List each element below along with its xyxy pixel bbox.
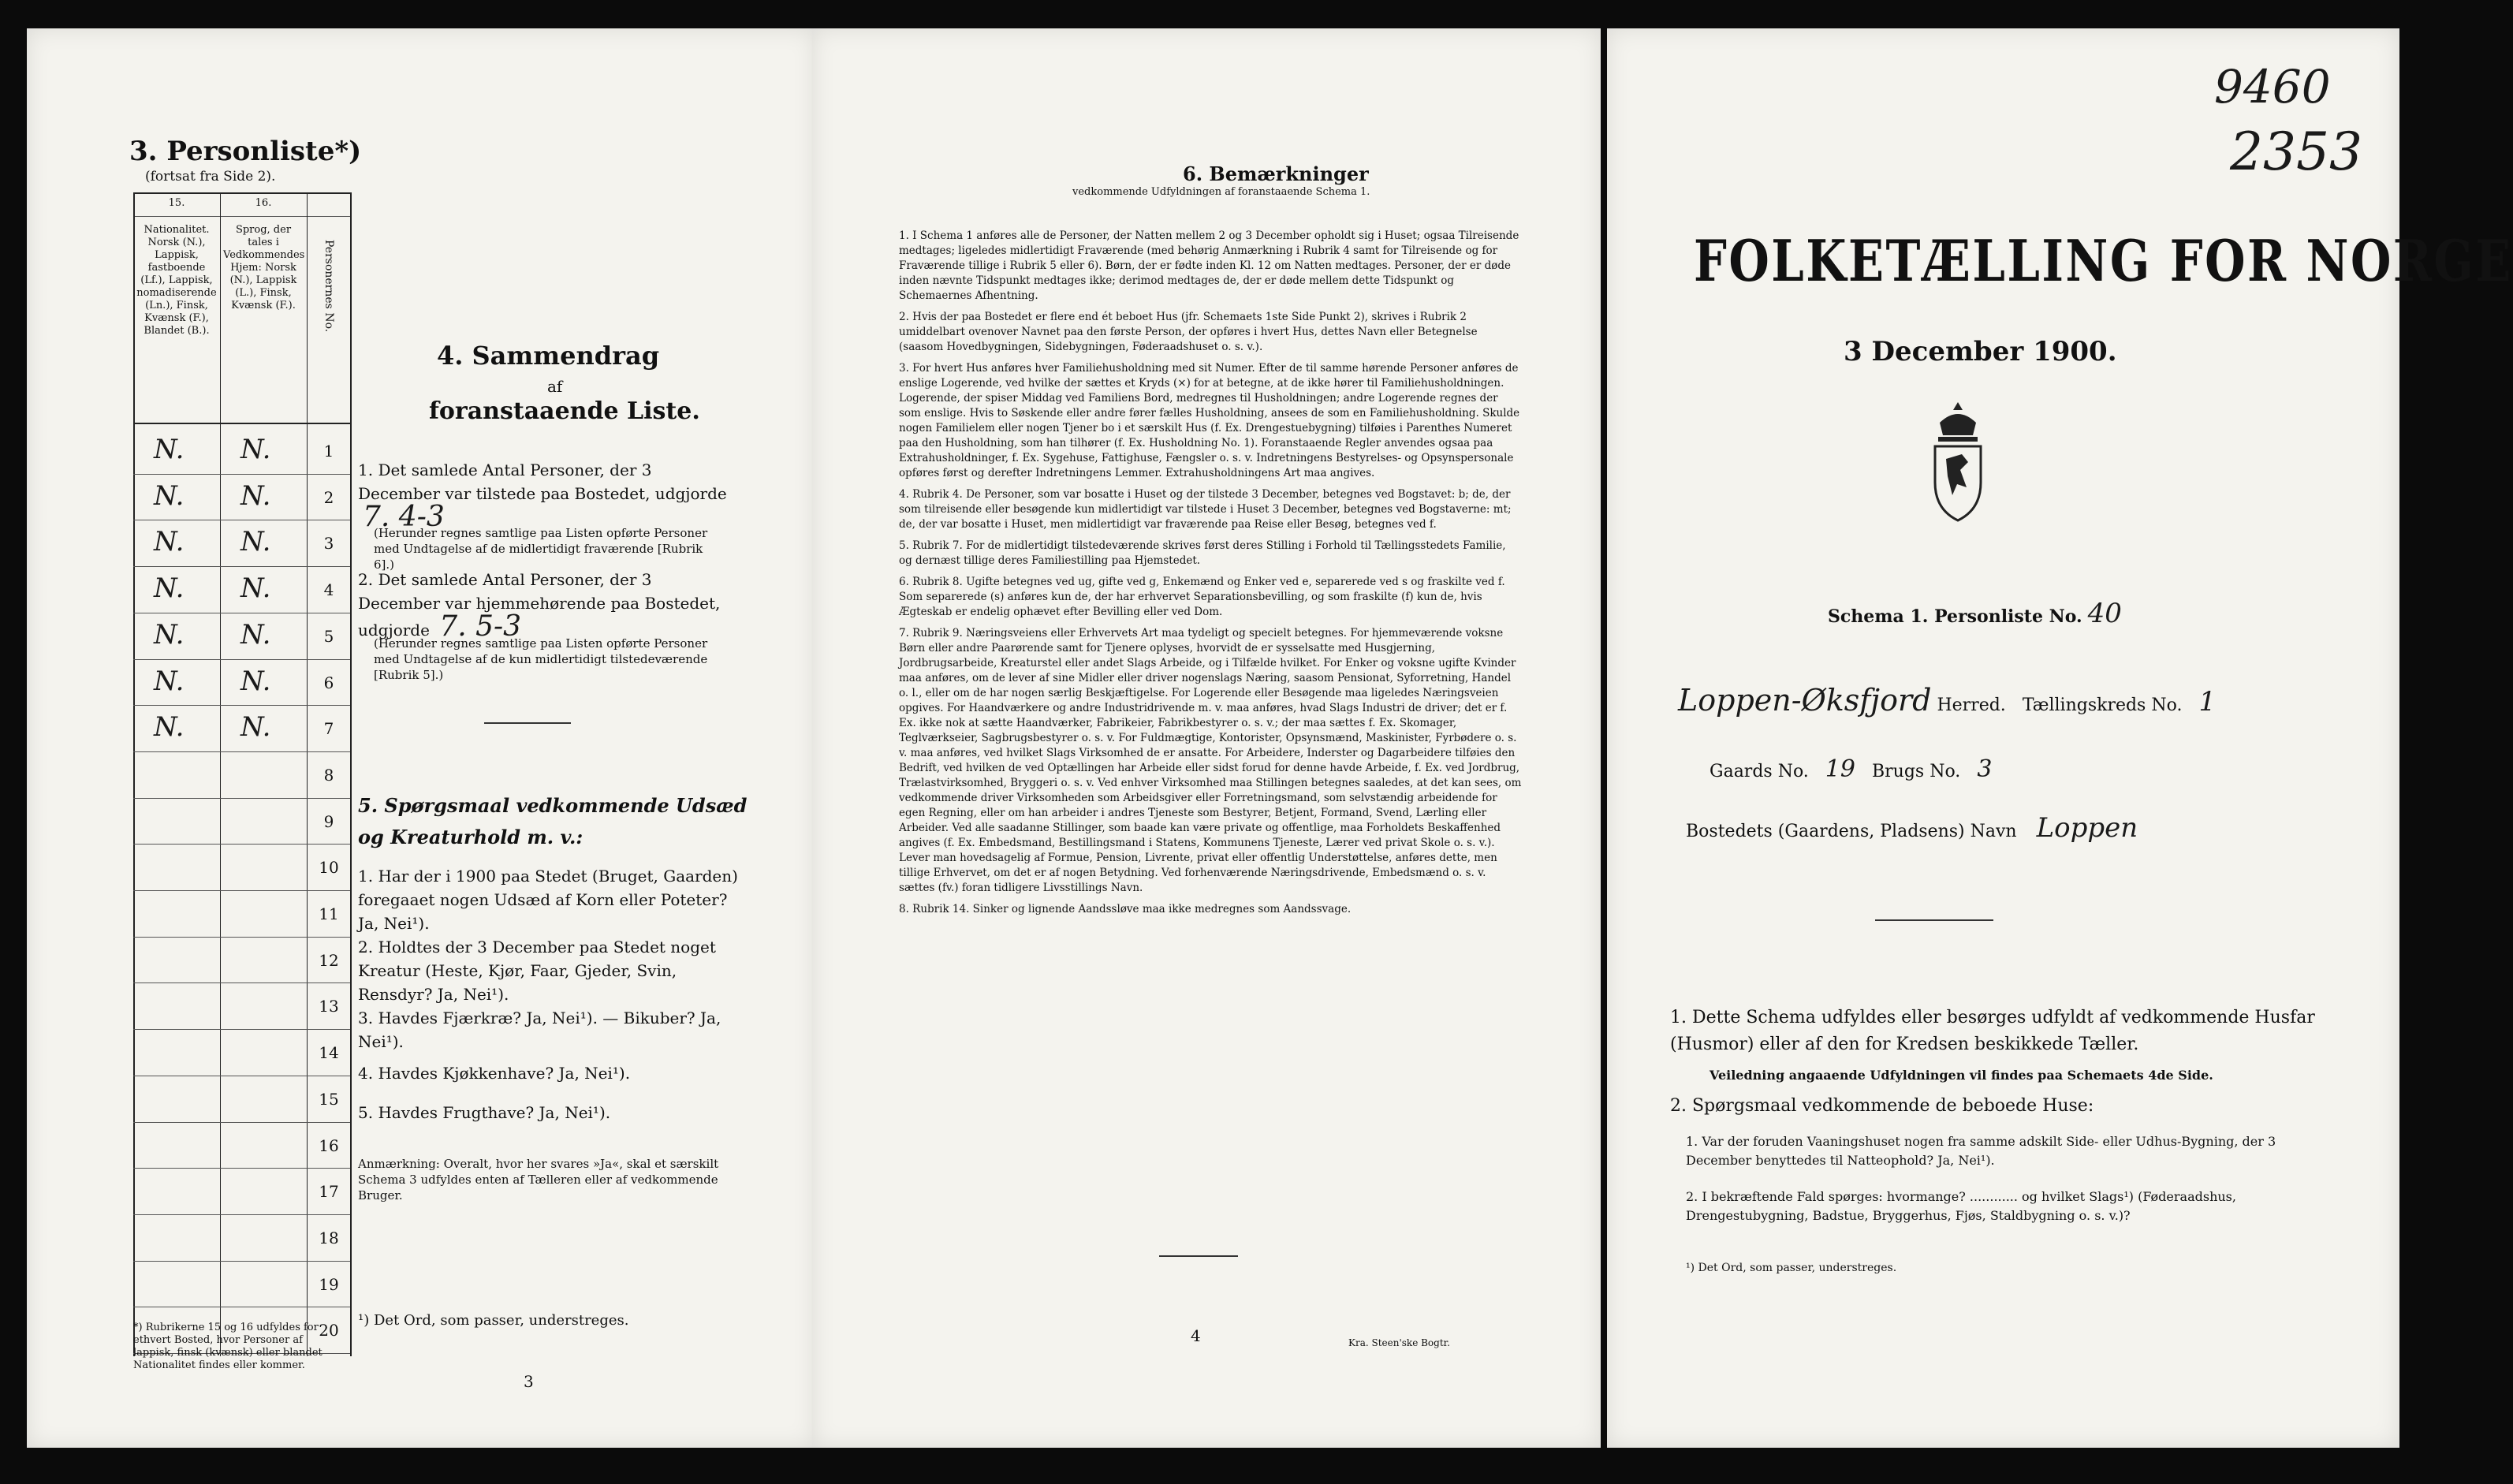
row-language: N. bbox=[240, 618, 271, 651]
page-right bbox=[1607, 28, 2513, 1448]
gaards-line bbox=[1710, 755, 1992, 783]
table-row-divider bbox=[133, 705, 350, 706]
bemaerkninger-subtitle: vedkommende Udfyldningen af foranstaaende Schema 1. bbox=[1072, 186, 1370, 198]
row-number: 14 bbox=[319, 1043, 339, 1063]
sec5-title: 5. Spørgsmaal vedkommende Udsæd og Kreaturhold m. v.: bbox=[358, 794, 748, 848]
bemaerkning-item: 7. Rubrik 9. Næringsveiens eller Erhvervets Art maa tydeligt og specielt betegnes. For hjemmeværende voksne Børn eller andre Paarørende samt for Tjenere oplyses, hvorvidt de er sysselsatte med Husgjerning, Jordbrugsarbeide, Kreaturstel eller andet Slags Arbeide, og i Tilfælde hvilket. For Enker og voksne ugifte Kvinder maa anføres, om de lever af sine Midler eller driver nogenslags Næring, saasom Pensionat, Syforretning, Handel o. l., eller om de har nogen særlig Beskjæftigelse. For Logerende eller Besøgende maa ligeledes Næringsveien opgives. For Haandværkere og andre Industridrivende m. v. maa anføres, hvad Slags Industri de driver; det er f. Ex. ikke nok at sætte Haandværker, Fabrikeier, Fabrikbestyrer o. s. v.; der maa sættes f. Ex. Skomager, Teglværkseier, Sagbrugsbestyrer o. s. v. For Fuldmægtige, Kontorister, Opsynsmænd, Maskinister, Fyrbødere o. s. v. maa anføres, ved hvilket Slags Virksomhed de er ansatte. For Arbeidere, Inderster og Dagarbeidere tilføies den Bedrift, ved hvilken de ved Optællingen har Arbeide eller sidst forud for denne havde Arbeide, f. Ex. ved Jordbrug, Trælastvirksomhed, Bryggeri o. s. v. Ved enhver Virksomhed maa Stillingen betegnes saaledes, at det kan sees, om vedkommende driver Virksomheden som Arbeidsgiver eller Forretningsmand, som selvstændig arbeidende for egen Regning, eller om han arbeider i andres Tjeneste som Bestyrer, Betjent, Formand, Svend, Lærling eller Arbeider. Ved alle saadanne Stillinger, som baade kan være private og offentlige, maa Forholdets Beskaffenhed angives (f. Ex. Embedsmand, Bestillingsmand i Statens, Kommunens Tjeneste, Lærer ved privat Skole o. s. v.). Lever man hovedsagelig af Formue, Pension, Livrente, privat eller offentlig Understøttelse, anføres dette, men tillige Erhvervet, om det er af nogen Betydning. Ved forhenværende Næringsdrivende, Embedsmænd o. s. v. sættes (fv.) foran tidligere Livsstillings Navn. bbox=[899, 627, 1522, 894]
sec5-q4: 4. Havdes Kjøkkenhave? Ja, Nei¹). bbox=[358, 1064, 631, 1083]
table-row-divider bbox=[133, 1168, 350, 1169]
col15-header: Nationalitet. Norsk (N.), Lappisk, fastboende (Lf.), Lappisk, nomadiserende (Ln.), Finsk, Kvænsk (F.), Blandet (B.). bbox=[136, 224, 217, 337]
kreds-number: 1 bbox=[2198, 686, 2217, 718]
sec5-q5: 5. Havdes Frugthave? Ja, Nei¹). bbox=[358, 1103, 611, 1122]
gaards-label: Gaards No. bbox=[1710, 762, 1809, 781]
page-middle bbox=[812, 28, 1601, 1448]
bemaerkninger-title: 6. Bemærkninger bbox=[1183, 162, 1369, 185]
bemaerkning-item: 2. Hvis der paa Bostedet er flere end ét beboet Hus (jfr. Schemaets 1ste Side Punkt 2), skrives i Rubrik 2 umiddelbart ovenover Navnet paa den første Person, der opføres i hvert Hus, dettes Navn eller Betegnelse (saasom Hovedbygningen, Sidebygningen, Føderaadshuset o. s. v.). bbox=[899, 311, 1478, 353]
bemaerkning-item: 6. Rubrik 8. Ugifte betegnes ved ug, gifte ved g, Enkemænd og Enker ved e, separerede ved s og fraskilte ved f. Som separerede (s) anføres kun de, der har erhvervet Separationsbevilling, og som fraskilte (f) kun de, hvis Ægteskab er endelig ophævet efter Bevilling eller ved Dom. bbox=[899, 576, 1505, 618]
gaards-number: 19 bbox=[1825, 755, 1855, 783]
page-left bbox=[27, 28, 815, 1448]
table-row-divider bbox=[133, 566, 350, 567]
personliste-title: 3. Personliste*) bbox=[129, 136, 362, 167]
row-number: 8 bbox=[323, 765, 334, 785]
divider bbox=[1875, 919, 1993, 921]
document-date: 3 December 1900. bbox=[1844, 336, 2117, 367]
col16-number: 16. bbox=[255, 197, 272, 209]
bemaerkning-item: 1. I Schema 1 anføres alle de Personer, der Natten mellem 2 og 3 December opholdt sig i Huset; ogsaa Tilreisende medtages; ligeledes midlertidigt Fraværende (med behørig Anmærkning i Rubrik 4 samt for Tilreisende og for Fraværende tillige i Rubrik 5 eller 6). Børn, der er fødte inden Kl. 12 om Natten medtages. Personer, der er døde inden nævnte Tidspunkt medtages ikke; derimod medtages de, der er døde mellem dette Tidspunkt og Schemaernes Afhentning. bbox=[899, 229, 1519, 302]
row-number: 2 bbox=[323, 487, 334, 507]
page-number: 3 bbox=[524, 1372, 534, 1391]
brugs-label: Brugs No. bbox=[1871, 762, 1961, 781]
row-nationality: N. bbox=[154, 618, 185, 651]
bemaerkning-item: 4. Rubrik 4. De Personer, som var bosatte i Huset og der tilstede 3 December, betegnes ved Bogstavet: b; de, der som tilreisende eller besøgende kun midlertidigt var tilstede i Huset 3 December, betegnes ved Bogstaverne: mt; de, der var bosatte i Huset, men midlertidigt var fraværende paa Reise eller Besøg, betegnes ved f. bbox=[899, 488, 1512, 531]
archive-number-1: 9460 bbox=[2214, 60, 2331, 114]
herred-line bbox=[1678, 683, 2216, 718]
bosted-name: Loppen bbox=[2036, 812, 2138, 844]
bemaerkning-item: 5. Rubrik 7. For de midlertidigt tilstedeværende skrives først deres Stilling i Forhold til Tællingsstedets Familie, og dernæst tillige deres Familiestilling paa Hjemstedet. bbox=[899, 539, 1506, 567]
row-number: 5 bbox=[323, 626, 334, 646]
row-language: N. bbox=[240, 665, 271, 697]
sec4-item1-text: 1. Det samlede Antal Personer, der 3 December var tilstede paa Bostedet, udgjorde bbox=[358, 460, 727, 503]
table-footnote: *) Rubrikerne 15 og 16 udfyldes for ethvert Bosted, hvor Personer af lappisk, finsk (kvænsk) eller blandet Nationalitet findes eller kommer. bbox=[133, 1322, 323, 1371]
row-number: 3 bbox=[323, 534, 334, 554]
col-personnr-header: Personernes No. bbox=[323, 240, 335, 333]
sec5-q1: 1. Har der i 1900 paa Stedet (Bruget, Gaarden) foregaaet nogen Udsæd af Korn eller Poteter? Ja, Nei¹). bbox=[358, 867, 738, 933]
sec4-item2 bbox=[358, 568, 729, 642]
bemaerkning-item: 3. For hvert Hus anføres hver Familiehusholdning med sit Numer. Efter de til samme hørende Personer anføres de enslige Logerende, ved hvilke der sættes et Kryds (×) for at betegne, at de ikke hører til Familiehusholdningen. Logerende, der spiser Middag ved Familiens Bord, medregnes til Husholdningen; andre Logerende regnes der som enslige. Hvis to Søskende eller andre fører fælles Husholdning, ansees de som en Familiehusholdning. Skulde nogen Familielem eller nogen Tjener bo i et særskilt Hus (f. Ex. Drengestuebygning) tilføies i Parenthes Numeret paa den Husholdning, som han tilhører (f. Ex. Husholdning No. 1). Foranstaaende Regler anvendes ogsaa paa Extrahusholdninger, f. Ex. Sygehuse, Fattighuse, Fængsler o. s. v. Indretningens Bestyrelses- og Opsynspersonale opføres først og derefter Indretningens Lemmer. Extrahusholdningens Art maa angives. bbox=[899, 362, 1520, 479]
table-row-divider bbox=[133, 844, 350, 845]
row-language: N. bbox=[240, 711, 271, 744]
schema-label: Schema 1. Personliste No. bbox=[1828, 606, 2082, 627]
sec4-item2-text: 2. Det samlede Antal Personer, der 3 December var hjemmehørende paa Bostedet, udgjorde bbox=[358, 570, 721, 639]
sec4-item1-handwritten: 7. 4-3 bbox=[363, 501, 445, 533]
row-language: N. bbox=[240, 572, 271, 605]
sec5-q2: 2. Holdtes der 3 December paa Stedet noget Kreatur (Heste, Kjør, Faar, Gjeder, Svin, Rensdyr? Ja, Nei¹). bbox=[358, 938, 716, 1004]
table-row-divider bbox=[133, 1122, 350, 1123]
row-nationality: N. bbox=[154, 711, 185, 744]
row-number: 18 bbox=[319, 1228, 339, 1247]
sec4-item1 bbox=[358, 458, 729, 532]
row-number: 15 bbox=[319, 1089, 339, 1109]
table-row-divider bbox=[133, 1214, 350, 1215]
bosted-line bbox=[1686, 812, 2138, 844]
sec5-q3: 3. Havdes Fjærkræ? Ja, Nei¹). — Bikuber? Ja, Nei¹). bbox=[358, 1009, 721, 1051]
divider bbox=[484, 722, 571, 724]
row-number: 1 bbox=[323, 442, 334, 460]
sec4-subtitle: foranstaaende Liste. bbox=[429, 397, 700, 425]
instruction-1-note: Veiledning angaaende Udfyldningen vil findes paa Schemaets 4de Side. bbox=[1710, 1068, 2213, 1083]
archive-number-2: 2353 bbox=[2230, 121, 2362, 182]
personliste-table bbox=[133, 192, 350, 1356]
row-nationality: N. bbox=[154, 434, 185, 465]
table-row-divider bbox=[133, 1261, 350, 1262]
table-row-divider bbox=[133, 798, 350, 799]
personliste-subtitle: (fortsat fra Side 2). bbox=[145, 169, 276, 185]
brugs-number: 3 bbox=[1977, 755, 1993, 783]
row-number: 13 bbox=[319, 997, 339, 1016]
bosted-label: Bostedets (Gaardens, Pladsens) Navn bbox=[1686, 822, 2017, 841]
divider bbox=[1159, 1255, 1238, 1257]
row-nationality: N. bbox=[154, 526, 185, 558]
sec4-item1-note: (Herunder regnes samtlige paa Listen opførte Personer med Undtagelse af de midlertidigt fraværende [Rubrik 6].) bbox=[374, 526, 708, 572]
instruction-2-2: 2. I bekræftende Fald spørges: hvormange? ............ og hvilket Slags¹) (Føderaadshus, Drengestubygning, Badstue, Bryggerhus, Fjøs, Staldbygning o. s. v.)? bbox=[1686, 1189, 2236, 1223]
table-row-divider bbox=[133, 474, 350, 475]
printer-note: Kra. Steen'ske Bogtr. bbox=[1348, 1337, 1450, 1348]
row-number: 11 bbox=[319, 904, 339, 923]
row-number: 4 bbox=[323, 580, 334, 600]
col16-header: Sprog, der tales i Vedkommendes Hjem: Norsk (N.), Lappisk (L.), Finsk, Kvænsk (F.). bbox=[223, 224, 305, 311]
schema-number: 40 bbox=[2087, 598, 2122, 629]
row-language: N. bbox=[240, 526, 271, 558]
coat-of-arms-icon bbox=[1922, 399, 1993, 528]
table-row-divider bbox=[133, 659, 350, 660]
instruction-2-1: 1. Var der foruden Vaaningshuset nogen fra samme adskilt Side- eller Udhus-Bygning, der 3 December benyttedes til Natteophold? Ja, Nei¹). bbox=[1686, 1134, 2276, 1168]
row-language: N. bbox=[240, 434, 271, 465]
row-number: 17 bbox=[319, 1182, 339, 1202]
row-nationality: N. bbox=[154, 479, 185, 512]
row-number: 9 bbox=[323, 811, 334, 831]
schema-line bbox=[1828, 598, 2122, 629]
document-title: FOLKETÆLLING FOR NORGE bbox=[1694, 227, 2513, 294]
sec4-item2-note: (Herunder regnes samtlige paa Listen opførte Personer med Undtagelse af de kun midlertidigt tilstedeværende [Rubrik 5].) bbox=[374, 636, 708, 682]
instruction-2: 2. Spørgsmaal vedkommende de beboede Huse: bbox=[1670, 1096, 2094, 1116]
row-number: 12 bbox=[319, 950, 339, 970]
instruction-1: 1. Dette Schema udfyldes eller besørges udfyldt af vedkommende Husfar (Husmor) eller af den for Kredsen beskikkede Tæller. bbox=[1670, 1008, 2315, 1054]
page-number: 4 bbox=[1191, 1326, 1201, 1345]
footnote: ¹) Det Ord, som passer, understreges. bbox=[1686, 1262, 1897, 1274]
row-number: 16 bbox=[319, 1135, 339, 1155]
row-number: 10 bbox=[319, 858, 339, 878]
table-row-divider bbox=[133, 982, 350, 983]
row-nationality: N. bbox=[154, 572, 185, 605]
table-row-divider bbox=[133, 751, 350, 752]
herred-name: Loppen-Øksfjord bbox=[1678, 683, 1932, 718]
row-nationality: N. bbox=[154, 665, 185, 697]
sec5-note: Anmærkning: Overalt, hvor her svares »Ja«, skal et særskilt Schema 3 udfyldes enten af Tælleren eller af vedkommende Bruger. bbox=[358, 1157, 719, 1202]
table-row-divider bbox=[133, 890, 350, 891]
sec4-af: af bbox=[547, 377, 563, 396]
col15-number: 15. bbox=[168, 197, 185, 209]
row-number: 6 bbox=[323, 673, 334, 692]
row-number: 20 bbox=[319, 1321, 339, 1340]
bemaerkning-item: 8. Rubrik 14. Sinker og lignende Aandssløve maa ikke medregnes som Aandssvage. bbox=[899, 903, 1352, 915]
table-row-divider bbox=[133, 1029, 350, 1030]
row-number: 7 bbox=[323, 719, 334, 739]
table-row-divider bbox=[133, 937, 350, 938]
herred-label: Herred. bbox=[1937, 695, 2006, 715]
row-language: N. bbox=[240, 479, 271, 512]
sec4-item2-handwritten: 7. 5-3 bbox=[439, 610, 522, 643]
row-number: 19 bbox=[319, 1274, 339, 1294]
sec4-title: 4. Sammendrag bbox=[437, 341, 660, 371]
footnote: ¹) Det Ord, som passer, understreges. bbox=[358, 1312, 629, 1329]
kreds-label: Tællingskreds No. bbox=[2022, 695, 2183, 715]
